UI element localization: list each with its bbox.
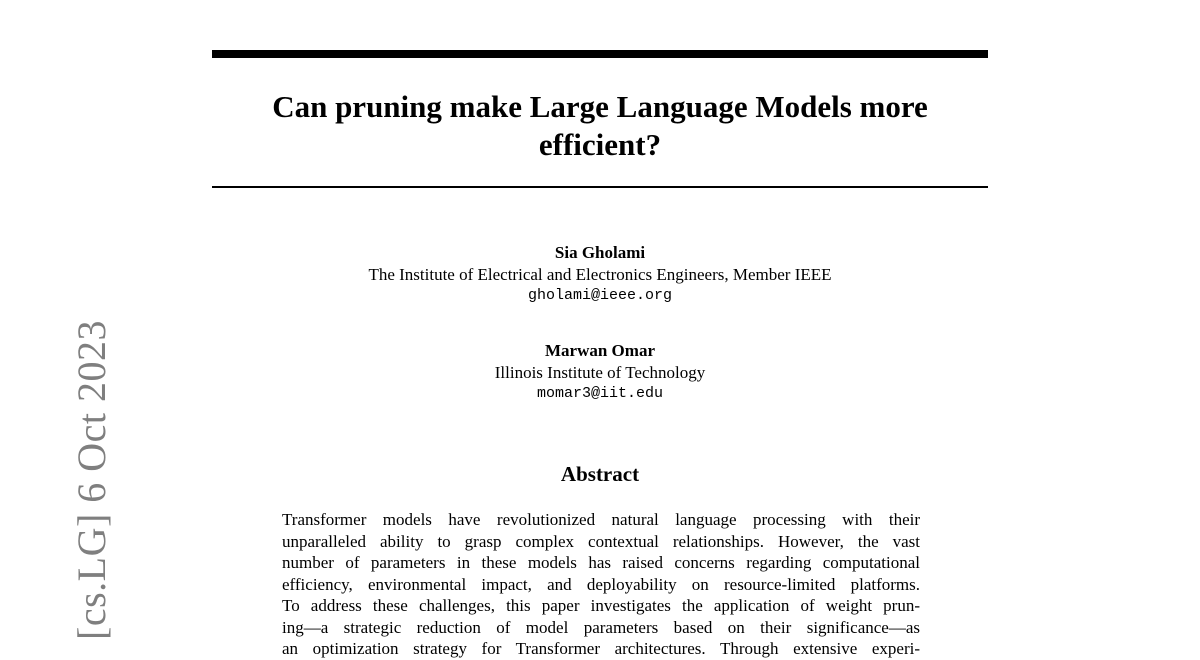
- abstract-line: To address these challenges, this paper investigates the application of weight prun-: [282, 596, 920, 615]
- arxiv-stamp-text: [cs.LG] 6 Oct 2023: [69, 319, 114, 640]
- author-email[interactable]: gholami@ieee.org: [527, 287, 673, 304]
- author-block: [212, 340, 988, 405]
- author-name: Sia Gholami: [554, 243, 646, 262]
- abstract-line: efficiency, environmental impact, and deployability on resource-limited platforms.: [282, 574, 920, 594]
- title-line-2: efficient?: [538, 127, 662, 162]
- author-name: Marwan Omar: [544, 341, 655, 360]
- author-affiliation: Illinois Institute of Technology: [494, 362, 706, 382]
- author-affiliation: The Institute of Electrical and Electronics Engineers, Member IEEE: [368, 264, 832, 284]
- abstract-heading: Abstract: [560, 462, 640, 486]
- author-email[interactable]: momar3@iit.edu: [536, 385, 664, 402]
- title-bottom-rule: [212, 186, 988, 188]
- abstract-line: ing—a strategic reduction of model parameters based on their significance—as: [282, 617, 920, 637]
- title-top-rule: [212, 50, 988, 58]
- abstract-body: [282, 509, 920, 660]
- abstract-line: Transformer models have revolutionized natural language processing with their: [282, 510, 920, 529]
- title-line-1: Can pruning make Large Language Models more: [272, 89, 928, 124]
- arxiv-stamp: [26, 319, 114, 648]
- abstract-line: an optimization strategy for Transformer architectures. Through extensive experi-: [282, 639, 920, 658]
- author-block: [212, 242, 988, 307]
- abstract-line: number of parameters in these models has raised concerns regarding computational: [282, 553, 920, 572]
- paper-title: [212, 88, 988, 164]
- abstract-line: unparalleled ability to grasp complex contextual relationships. However, the vast: [282, 531, 920, 551]
